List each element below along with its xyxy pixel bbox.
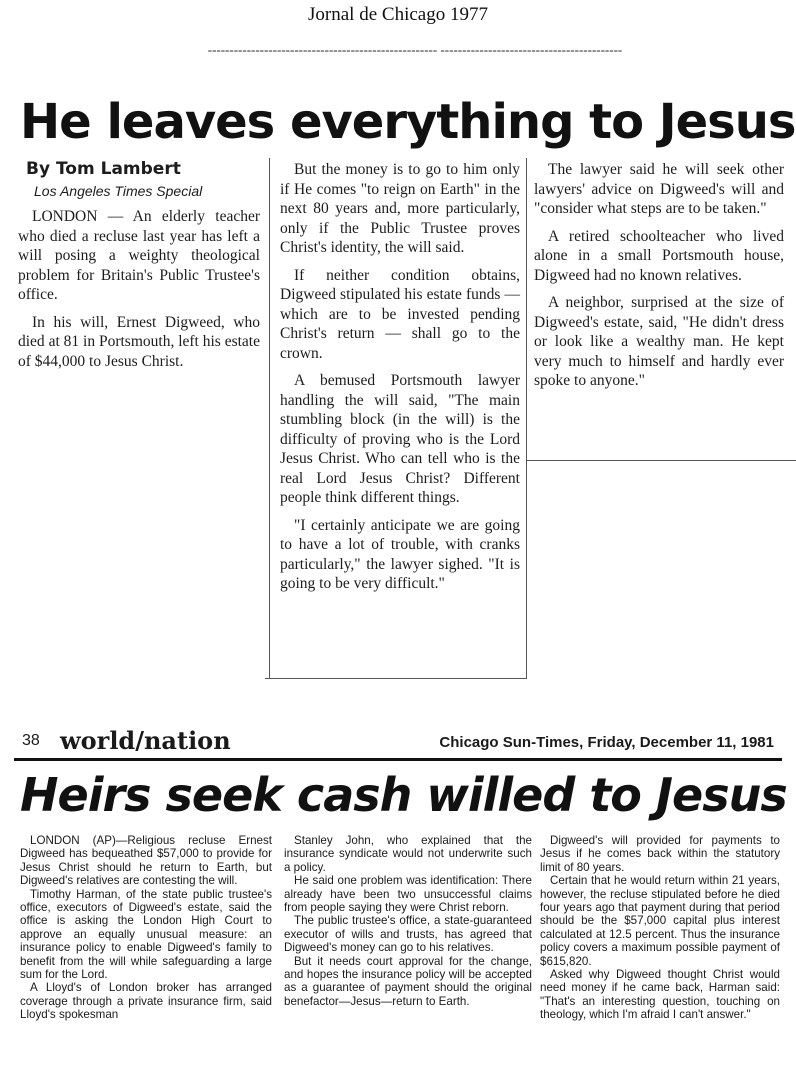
paragraph: He said one problem was identification: There already have been two unsuccessful claims from people saying they were Christ reborn. xyxy=(284,874,532,915)
page-caption: Jornal de Chicago 1977 xyxy=(308,4,488,25)
article-column-1 xyxy=(20,834,272,1022)
paragraph: But it needs court approval for the change, and hopes the insurance policy will be accepted as a guarantee of payment should the original benefactor—Jesus—return to Earth. xyxy=(284,954,532,1008)
article-column-2 xyxy=(280,160,520,602)
paragraph: A neighbor, surprised at the size of Digweed's estate, said, "He didn't dress or look like a wealthy man. He kept very much to himself and hardly ever spoke to anyone." xyxy=(534,294,784,389)
paragraph: "I certainly anticipate we are going to have a lot of trouble, with cranks particularly," the lawyer sighed. "It is going to be very difficult." xyxy=(280,516,520,592)
article-column-2 xyxy=(284,834,532,1008)
paragraph: Timothy Harman, of the state public trustee's office, executors of Digweed's estate, said the office is asking the London High Court to approve an equally unusual measure: an insurance policy to enable Digweed's family to benefit from the will while safeguarding a large sum for the Lord. xyxy=(20,887,272,982)
byline: By Tom Lambert xyxy=(26,159,181,179)
page-number: 38 xyxy=(22,732,40,749)
column-rule xyxy=(265,678,527,679)
paragraph: The lawyer said he will seek other lawyers' advice on Digweed's will and "consider what steps are to be taken." xyxy=(534,161,784,217)
paragraph: Digweed's will provided for payments to Jesus if he comes back within the statutory limit of 80 years. xyxy=(540,834,780,874)
news-service: Los Angeles Times Special xyxy=(34,182,203,199)
headline: Heirs seek cash willed to Jesus xyxy=(20,768,787,822)
clipping-1977 xyxy=(12,88,794,690)
article-column-3 xyxy=(534,160,784,399)
paragraph: The public trustee's office, a state-guaranteed executor of wills and trusts, has agreed that Digweed's money can go to his relatives. xyxy=(284,914,532,955)
paragraph: LONDON (AP)—Religious recluse Ernest Digweed has bequeathed $57,000 to provide for Jesus Christ should he return to Earth, but Digweed's relatives are contesting the will. xyxy=(20,834,272,888)
column-rule xyxy=(526,158,527,678)
paragraph: A bemused Portsmouth lawyer handling the will said, "The main stumbling block (in the will) is the difficulty of proving who is the Lord Jesus Christ. Who can tell who is the real Lord Jesus Christ? Different people think different things. xyxy=(280,372,520,506)
paragraph: Asked why Digweed thought Christ would need money if he came back, Harman said: "That's an interesting question, touching on theology, which I'm afraid I can't answer." xyxy=(540,968,780,1022)
divider-line: ----------------------------------------------------- ------------------------------------------ xyxy=(207,42,623,57)
paragraph: A Lloyd's of London broker has arranged coverage through a private insurance firm, said Lloyd's spokesman xyxy=(20,981,272,1022)
article-column-1 xyxy=(18,160,260,379)
column-rule xyxy=(269,158,270,678)
paragraph: If neither condition obtains, Digweed stipulated his estate funds — which are to be invested pending Christ's return — shall go to the crown. xyxy=(280,266,520,362)
headline: He leaves everything to Jesus xyxy=(20,94,796,150)
paragraph: LONDON — An elderly teacher who died a recluse last year has left a will posing a weighty theological problem for Britain's Public Trustee's office. xyxy=(18,208,260,303)
article-column-3 xyxy=(540,834,780,1022)
dateline: Chicago Sun-Times, Friday, December 11, 1981 xyxy=(439,734,774,751)
paragraph: Stanley John, who explained that the insurance syndicate would not underwrite such a policy. xyxy=(284,834,532,874)
paragraph: A retired schoolteacher who lived alone in a small Portsmouth house, Digweed had no known relatives. xyxy=(534,227,784,284)
section-label: world/nation xyxy=(60,726,231,755)
clipping-1981 xyxy=(14,728,786,1068)
paragraph: But the money is to go to him only if He comes "to reign on Earth" in the next 80 years and, more particularly, only if the Public Trustee proves Christ's identity, the will said. xyxy=(280,161,520,256)
paragraph: Certain that he would return within 21 years, however, the recluse stipulated before he died four years ago that payment during that period should be the $57,000 capital plus interest calculated at 12.5 percent. Thus the insurance policy covers a maximum possible payment of $615,820. xyxy=(540,874,780,968)
column-rule xyxy=(526,460,796,461)
paragraph: In his will, Ernest Digweed, who died at 81 in Portsmouth, left his estate of $44,000 to Jesus Christ. xyxy=(18,313,260,370)
page-folio xyxy=(14,728,782,761)
